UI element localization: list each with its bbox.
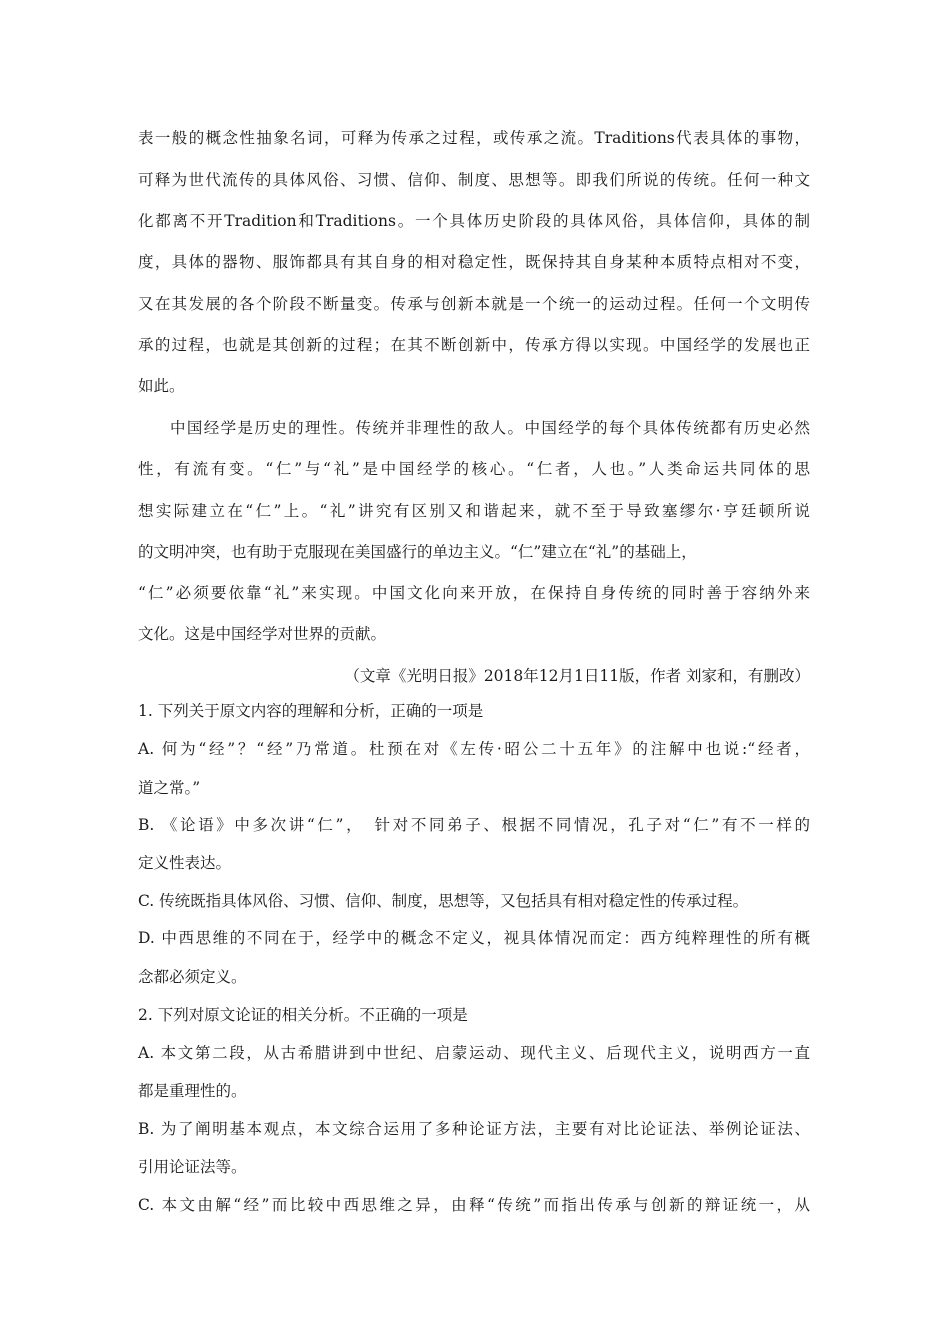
q1-option-c: C. 传统既指具体风俗、习惯、信仰、制度，思想等，又包括具有相对稳定性的传承过程。 — [138, 892, 749, 910]
paragraph-line: 度，具体的器物、服饰都具有其自身的相对稳定性，既保持其自身某种本质特点相对不变， — [138, 253, 810, 271]
q1-option-b: B. 《论语》中多次讲“仁”， 针对不同弟子、根据不同情况，孔子对“仁”有不一样的 — [138, 816, 810, 834]
paragraph-line: 表一般的概念性抽象名词，可释为传承之过程，或传承之流。Traditions代表具体的事物， — [138, 129, 810, 147]
paragraph-line: 的文明冲突，也有助于克服现在美国盛行的单边主义。“仁”建立在“礼”的基础上， — [138, 543, 697, 561]
paragraph-line: 中国经学是历史的理性。传统并非理性的敌人。中国经学的每个具体传统都有历史必然 — [170, 419, 810, 437]
paragraph-line: 想实际建立在“仁”上。“礼”讲究有区别又和谐起来，就不至于导致塞缪尔·亨廷顿所说 — [138, 502, 810, 520]
question-2-stem: 2. 下列对原文论证的相关分析。不正确的一项是 — [138, 1006, 468, 1024]
question-1-stem: 1. 下列关于原文内容的理解和分析，正确的一项是 — [138, 702, 484, 720]
q1-option-b-cont: 定义性表达。 — [138, 854, 232, 872]
q2-option-a-cont: 都是重理性的。 — [138, 1082, 247, 1100]
q1-option-a: A. 何为“经”？“经”乃常道。杜预在对《左传·昭公二十五年》的注解中也说:“经者， — [138, 740, 810, 758]
paragraph-line: “仁”必须要依靠“礼”来实现。中国文化向来开放，在保持自身传统的同时善于容纳外来 — [138, 584, 810, 602]
source-citation: （文章《光明日报》2018年12月1日11版，作者 刘家和，有删改） — [344, 667, 810, 685]
q2-option-b: B. 为了阐明基本观点，本文综合运用了多种论证方法，主要有对比论证法、举例论证法、 — [138, 1120, 810, 1138]
paragraph-line: 性，有流有变。“仁”与“礼”是中国经学的核心。“仁者，人也。”人类命运共同体的思 — [138, 460, 810, 478]
q1-option-d: D. 中西思维的不同在于，经学中的概念不定义，视具体情况而定：西方纯粹理性的所有概 — [138, 929, 810, 947]
q2-option-b-cont: 引用论证法等。 — [138, 1158, 247, 1176]
paragraph-line: 文化。这是中国经学对世界的贡献。 — [138, 625, 387, 643]
paragraph-line: 如此。 — [138, 377, 185, 395]
q2-option-a: A. 本文第二段，从古希腊讲到中世纪、启蒙运动、现代主义、后现代主义，说明西方一直 — [138, 1044, 810, 1062]
q2-option-c: C. 本文由解“经”而比较中西思维之异，由释“传统”而指出传承与创新的辩证统一，从 — [138, 1196, 810, 1214]
paragraph-line: 化都离不开Tradition和Traditions。一个具体历史阶段的具体风俗，具体信仰，具体的制 — [138, 212, 810, 230]
q1-option-a-cont: 道之常。” — [138, 779, 201, 797]
paragraph-line: 可释为世代流传的具体风俗、习惯、信仰、制度、思想等。即我们所说的传统。任何一种文 — [138, 171, 810, 189]
q1-option-d-cont: 念都必须定义。 — [138, 968, 247, 986]
paragraph-line: 承的过程，也就是其创新的过程；在其不断创新中，传承方得以实现。中国经学的发展也正 — [138, 336, 810, 354]
paragraph-line: 又在其发展的各个阶段不断量变。传承与创新本就是一个统一的运动过程。任何一个文明传 — [138, 295, 810, 313]
